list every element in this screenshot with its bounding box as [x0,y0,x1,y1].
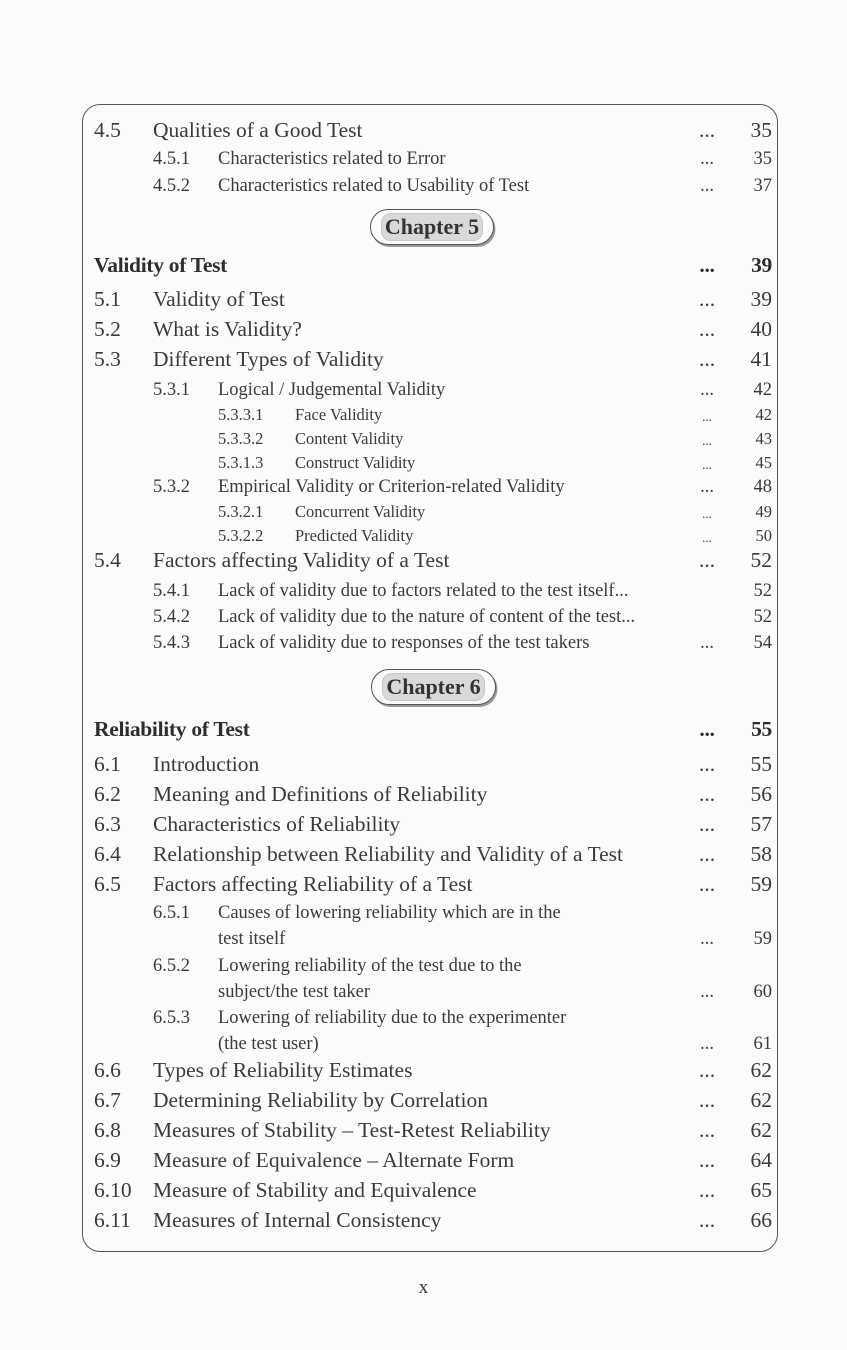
chapter-badge [370,209,494,245]
section-title: Lack of validity due to factors related to the test itself... [218,581,629,601]
leader-dots: ... [700,477,714,497]
leader-dots: ... [702,457,712,472]
section-title: Characteristics related to Error [218,149,446,169]
page-ref: 49 [755,502,772,521]
page-ref: 60 [753,982,772,1002]
section-title: Measures of Stability – Test-Retest Reliability [153,1118,551,1142]
leader-dots: ... [702,409,712,424]
section-title: Validity of Test [153,287,285,311]
toc-entry-level-3 [0,518,847,546]
leader-dots: ... [700,380,714,400]
section-number: 5.4 [94,548,121,572]
page-ref: 39 [751,253,772,277]
leader-dots: ... [698,118,716,142]
leader-dots: ... [698,752,716,776]
section-number: 6.11 [94,1208,131,1232]
leader-dots: ... [698,1178,716,1202]
toc-entry-level-1 [0,749,847,777]
section-number: 6.4 [94,842,121,866]
chapter-badge [371,669,496,705]
page-ref: 48 [753,477,772,497]
leader-dots: ... [698,812,716,836]
section-title: Validity of Test [94,253,227,277]
toc-entry-level-2 [0,896,847,924]
leader-dots: ... [700,149,714,169]
toc-entry-level-1 [0,1145,847,1173]
leader-dots: ... [700,929,714,949]
section-number: 6.5.2 [153,956,190,976]
leader-dots: ... [699,253,715,277]
section-title: Concurrent Validity [295,502,426,521]
section-title: Predicted Validity [295,526,414,545]
section-title: Empirical Validity or Criterion-related Validity [218,477,565,497]
section-title: Characteristics related to Usability of Test [218,176,530,196]
section-number: 6.3 [94,812,121,836]
leader-dots: ... [698,872,716,896]
page-ref: 37 [753,176,772,196]
section-number: 5.2 [94,317,121,341]
toc-entry-level-1 [0,545,847,573]
page-ref: 42 [755,405,772,424]
toc-entry-level-1 [0,1115,847,1143]
leader-dots: ... [698,842,716,866]
leader-dots: ... [700,633,714,653]
page-ref: 62 [750,1088,772,1112]
page-ref: 58 [750,842,772,866]
section-title: Lowering reliability of the test due to the [218,956,522,976]
toc-entry-level-1 [0,809,847,837]
page-ref: 59 [753,929,772,949]
section-number: 5.4.1 [153,581,190,601]
page-ref: 42 [753,380,772,400]
page-ref: 62 [750,1058,772,1082]
page-ref: 55 [751,717,772,741]
section-title: Introduction [153,752,260,776]
toc-entry-continuation [0,1027,847,1055]
section-title: Measures of Internal Consistency [153,1208,442,1232]
toc-entry-level-1 [0,314,847,342]
section-title: Measure of Stability and Equivalence [153,1178,477,1202]
chapter-label: Chapter 6 [382,673,484,701]
toc-entry-continuation [0,975,847,1003]
page-ref: 52 [750,548,772,572]
leader-dots: ... [700,176,714,196]
section-title: Lowering of reliability due to the experimenter [218,1008,567,1028]
leader-dots: ... [699,717,715,741]
section-number: 5.3.2 [153,477,190,497]
section-title: Relationship between Reliability and Validity of a Test [153,842,624,866]
section-title: subject/the test taker [218,982,371,1002]
section-number: 5.3.2.2 [218,526,264,545]
section-number: 5.3.2.1 [218,502,264,521]
section-title: test itself [218,929,286,949]
section-number: 5.3 [94,347,121,371]
section-number: 4.5.1 [153,149,190,169]
section-title: Types of Reliability Estimates [153,1058,413,1082]
section-number: 6.8 [94,1118,121,1142]
chapter-title [0,714,847,742]
toc-entry-level-1 [0,1085,847,1113]
toc-entry-level-1 [0,839,847,867]
section-title: Qualities of a Good Test [153,118,363,142]
leader-dots: ... [700,982,714,1002]
section-title: Construct Validity [295,453,416,472]
page-ref: 52 [753,581,772,601]
leader-dots: ... [702,506,712,521]
page-ref: 64 [750,1148,772,1172]
toc-entry-level-2 [0,626,847,654]
page-ref: 41 [750,347,772,371]
leader-dots: ... [698,347,716,371]
section-number: 5.1 [94,287,121,311]
toc-entry-level-2 [0,142,847,170]
section-number: 6.10 [94,1178,132,1202]
leader-dots: ... [702,530,712,545]
section-number: 4.5 [94,118,121,142]
toc-entry-level-1 [0,284,847,312]
toc-entry-level-1 [0,869,847,897]
toc-entry-level-1 [0,115,847,143]
section-number: 6.7 [94,1088,121,1112]
section-number: 6.5.1 [153,903,190,923]
toc-entry-level-2 [0,169,847,197]
page-ref: 40 [750,317,772,341]
toc-entry-level-1 [0,344,847,372]
leader-dots: ... [698,317,716,341]
chapter-label: Chapter 5 [381,213,483,241]
toc-entry-continuation [0,922,847,950]
chapter-title [0,250,847,278]
leader-dots: ... [698,782,716,806]
page-ref: 52 [753,607,772,627]
page-ref: 43 [755,429,772,448]
page-ref: 65 [750,1178,772,1202]
toc-entry-level-2 [0,1001,847,1029]
toc-entry-level-1 [0,1175,847,1203]
section-number: 6.9 [94,1148,121,1172]
section-number: 5.3.1.3 [218,453,264,472]
page-ref: 39 [750,287,772,311]
section-number: 6.1 [94,752,121,776]
section-title: Measure of Equivalence – Alternate Form [153,1148,515,1172]
page-ref: 56 [750,782,772,806]
toc-entry-level-1 [0,1205,847,1233]
section-number: 5.3.3.1 [218,405,264,424]
section-number: 6.2 [94,782,121,806]
leader-dots: ... [698,1208,716,1232]
section-number: 6.5 [94,872,121,896]
page-number: x [418,1277,429,1298]
toc-entry-level-3 [0,445,847,473]
page-ref: 54 [753,633,772,653]
leader-dots: ... [698,1148,716,1172]
leader-dots: ... [700,1034,714,1054]
section-title: Causes of lowering reliability which are in the [218,903,561,923]
toc-entry-level-2 [0,574,847,602]
page-ref: 55 [750,752,772,776]
toc-entry-level-1 [0,1055,847,1083]
section-title: Content Validity [295,429,404,448]
page-ref: 50 [755,526,772,545]
section-title: Reliability of Test [94,717,250,741]
toc-entry-level-2 [0,600,847,628]
page-ref: 62 [750,1118,772,1142]
leader-dots: ... [698,548,716,572]
leader-dots: ... [702,433,712,448]
section-title: Face Validity [295,405,383,424]
page-ref: 59 [750,872,772,896]
section-title: Factors affecting Validity of a Test [153,548,450,572]
section-number: 5.3.1 [153,380,190,400]
section-title: Characteristics of Reliability [153,812,401,836]
section-number: 6.5.3 [153,1008,190,1028]
leader-dots: ... [698,1088,716,1112]
leader-dots: ... [698,1058,716,1082]
section-title: Different Types of Validity [153,347,384,371]
leader-dots: ... [698,287,716,311]
section-title: Meaning and Definitions of Reliability [153,782,488,806]
page-ref: 66 [750,1208,772,1232]
page-ref: 57 [750,812,772,836]
section-number: 5.3.3.2 [218,429,264,448]
section-title: Determining Reliability by Correlation [153,1088,488,1112]
section-number: 5.4.2 [153,607,190,627]
page-ref: 35 [750,118,772,142]
page-ref: 35 [753,149,772,169]
section-title: Lack of validity due to the nature of content of the test... [218,607,636,627]
leader-dots: ... [698,1118,716,1142]
page-ref: 61 [753,1034,772,1054]
section-title: (the test user) [218,1034,319,1054]
section-title: Lack of validity due to responses of the test takers [218,633,590,653]
section-title: What is Validity? [153,317,302,341]
section-number: 6.6 [94,1058,121,1082]
section-number: 4.5.2 [153,176,190,196]
section-title: Factors affecting Reliability of a Test [153,872,473,896]
section-number: 5.4.3 [153,633,190,653]
section-title: Logical / Judgemental Validity [218,380,446,400]
toc-entry-level-2 [0,949,847,977]
toc-entry-level-1 [0,779,847,807]
page-ref: 45 [755,453,772,472]
